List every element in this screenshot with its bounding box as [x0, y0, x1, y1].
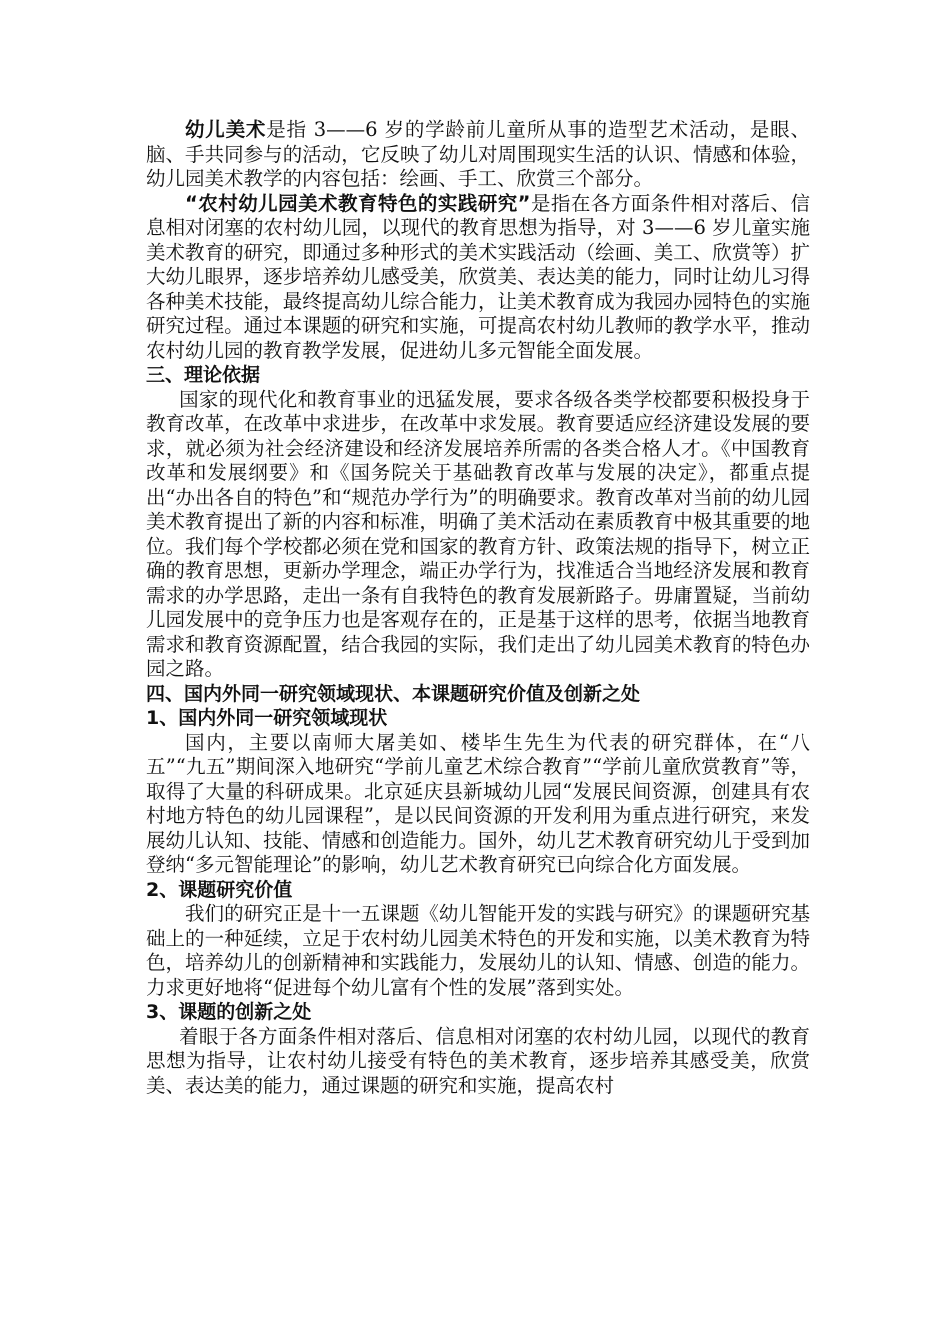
term-child-art: 幼儿美术 — [185, 118, 267, 141]
term-project-title: “农村幼儿园美术教育特色的实践研究” — [185, 191, 531, 215]
paragraph-definition-project — [146, 192, 810, 364]
paragraph-definition-art — [146, 118, 810, 192]
heading-research-status: 四、国内外同一研究领域现状、本课题研究价值及创新之处 — [146, 682, 641, 705]
paragraph-theory: 国家的现代化和教育事业的迅猛发展，要求各级各类学校都要积极投身于教育改革，在改革中求进步，在改革中求发展。教育要适应经济建设发展的要求，就必须为社会经济建设和经济发展培养所需的各类合格人才。《中国教育改革和发展纲要》和《国务院关于基础教育改革与发展的决定》，都重点提出“办出各自的特色”和“规范办学行为”的明确要求。教育改革对当前的幼儿园美术教育提出了新的内容和标准，明确了美术活动在素质教育中极其重要的地位。我们每个学校都必须在党和国家的教育方针、政策法规的指导下，树立正确的教育思想，更新办学理念，端正办学行为，找准适合当地经济发展和教育需求的办学思路，走出一条有自我特色的教育发展新路子。毋庸置疑，当前幼儿园发展中的竞争压力也是客观存在的，正是基于这样的思考，依据当地教育需求和教育资源配置，结合我园的实际，我们走出了幼儿园美术教育的特色办园之路。 — [146, 387, 810, 680]
heading-theory-basis: 三、理论依据 — [146, 364, 261, 386]
subheading-research-value: 2、课题研究价值 — [146, 878, 293, 901]
paragraph-research-value: 我们的研究正是十一五课题《幼儿智能开发的实践与研究》的课题研究基础上的一种延续，立足于农村幼儿园美术特色的开发和实施，以美术教育为特色，培养幼儿的创新精神和实践能力，发展幼儿的认知、情感、创造的能力。力求更好地将“促进每个幼儿富有个性的发展”落到实处。 — [146, 902, 810, 999]
paragraph-domestic-foreign: 国内，主要以南师大屠美如、楼毕生先生为代表的研究群体，在“八五”“九五”期间深入地研究“学前儿童艺术综合教育”“学前儿童欣赏教育”等，取得了大量的科研成果。北京延庆县新城幼儿园“发展民间资源，创建具有农村地方特色的幼儿园课程”，是以民间资源的开发利用为重点进行研究，来发展幼儿认知、技能、情感和创造能力。国外，幼儿艺术教育研究幼儿于受到加登纳“多元智能理论”的影响，幼儿艺术教育研究已向综合化方面发展。 — [146, 730, 810, 876]
paragraph-innovation: 着眼于各方面条件相对落后、信息相对闭塞的农村幼儿园，以现代的教育思想为指导，让农村幼儿接受有特色的美术教育，逐步培养其感受美，欣赏美、表达美的能力，通过课题的研究和实施，提高农村 — [146, 1024, 810, 1097]
paragraph-text: 是指 3——6 岁的学龄前儿童所从事的造型艺术活动，是眼、脑、手共同参与的活动，它反映了幼儿对周围现实生活的认识、情感和体验，幼儿园美术教学的内容包括：绘画、手工、欣赏三个部分。 — [146, 118, 810, 190]
document-page — [146, 118, 810, 1098]
paragraph-text: 是指在各方面条件相对落后、信息相对闭塞的农村幼儿园，以现代的教育思想为指导，对 3——6 岁儿童实施美术教育的研究，即通过多种形式的美术实践活动（绘画、美工、欣赏等）扩大幼儿眼界，逐步培养幼儿感受美，欣赏美、表达美的能力，同时让幼儿习得各种美术技能，最终提高幼儿综合能力，让美术教育成为我园办园特色的实施研究过程。通过本课题的研究和实施，可提高农村幼儿教师的教学水平，推动农村幼儿园的教育教学发展，促进幼儿多元智能全面发展。 — [146, 191, 810, 362]
subheading-innovation: 3、课题的创新之处 — [146, 1001, 312, 1023]
subheading-domestic-foreign: 1、国内外同一研究领域现状 — [146, 707, 388, 729]
